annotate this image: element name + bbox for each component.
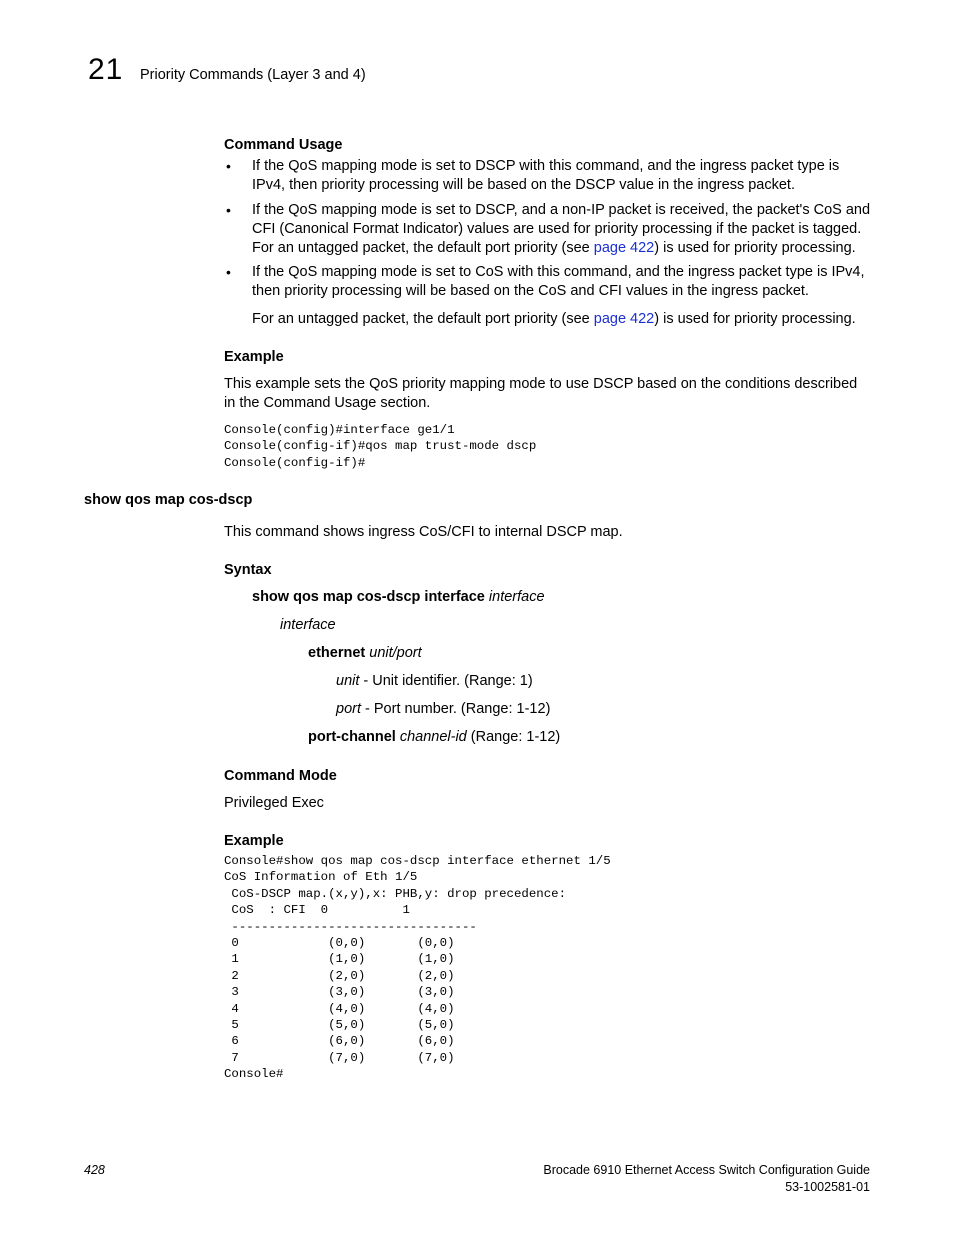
example-code-block: Console(config)#interface ge1/1 Console(config-if)#qos map trust-mode dscp Console(config-if)#	[224, 423, 537, 470]
document-id: 53-1002581-01	[785, 1180, 870, 1194]
command-description: This command shows ingress CoS/CFI to internal DSCP map.	[224, 524, 623, 540]
bullet-text: If the QoS mapping mode is set to DSCP with this command, and the ingress packet type is IPv4, then priority processing will be based on the DSCP value in the ingress packet.	[252, 158, 840, 193]
section-title: show qos map cos-dscp	[84, 492, 253, 508]
example-heading: Example	[224, 833, 284, 849]
param-interface-name: interface	[280, 617, 336, 633]
port-channel-description: (Range: 1-12)	[466, 729, 561, 745]
bullet-glyph: •	[226, 202, 231, 218]
syntax-command: show qos map cos-dscp interface	[252, 589, 485, 605]
command-usage-heading: Command Usage	[224, 137, 343, 153]
bullet-glyph: •	[226, 158, 231, 174]
example-heading: Example	[224, 349, 284, 365]
param-port-channel	[308, 728, 560, 747]
bullet-glyph: •	[226, 264, 231, 280]
bullet-item	[252, 263, 872, 301]
port-description: - Port number. (Range: 1-12)	[361, 701, 551, 717]
bullet-text-tail: ) is used for priority processing.	[654, 240, 856, 256]
param-unit	[336, 672, 533, 691]
port-argument: port	[336, 701, 361, 717]
param-interface	[280, 616, 336, 635]
command-mode-heading: Command Mode	[224, 768, 337, 784]
untagged-note	[252, 310, 872, 329]
param-ethernet	[308, 644, 422, 663]
syntax-line	[252, 588, 545, 607]
bullet-item	[252, 157, 872, 195]
page-link[interactable]: page 422	[593, 240, 655, 256]
chapter-number: 21	[88, 53, 124, 86]
bullet-item	[252, 201, 872, 258]
note-text-tail: ) is used for priority processing.	[654, 311, 856, 327]
example-code-block: Console#show qos map cos-dscp interface ethernet 1/5 CoS Information of Eth 1/5 CoS-DSCP map.(x,y),x: PHB,y: drop precedence: CoS : CFI 0 1 --------------------------------- 0 (0,0) (0,0) 1 (1,0) (1,0) 2 (2,0) (2,0) 3 (3,0) (3,0) 4 (4,0) (4,0) 5 (5,0) (5,0) 6 (6,0) (6,0) 7 (7,0) (7,0) Console#	[224, 854, 611, 1082]
bullet-text: If the QoS mapping mode is set to CoS with this command, and the ingress packet type is IPv4, then priority processing will be based on the CoS and CFI values in the ingress packet.	[252, 264, 865, 299]
syntax-argument: interface	[488, 589, 545, 605]
syntax-heading: Syntax	[224, 562, 272, 578]
example-description: This example sets the QoS priority mapping mode to use DSCP based on the conditions described in the Command Usage section.	[224, 376, 858, 411]
ethernet-keyword: ethernet	[308, 645, 366, 661]
page-link[interactable]: page 422	[593, 311, 655, 327]
unit-description: - Unit identifier. (Range: 1)	[359, 673, 533, 689]
command-mode-value: Privileged Exec	[224, 795, 324, 811]
port-channel-argument: channel-id	[399, 729, 467, 745]
ethernet-argument: unit/port	[369, 645, 422, 661]
param-port	[336, 700, 550, 719]
page-number: 428	[84, 1163, 105, 1177]
chapter-title: Priority Commands (Layer 3 and 4)	[140, 67, 366, 83]
port-channel-keyword: port-channel	[308, 729, 396, 745]
unit-argument: unit	[336, 673, 360, 689]
note-text: For an untagged packet, the default port priority (see	[252, 311, 594, 327]
bullet-text: If the QoS mapping mode is set to DSCP, and a non-IP packet is received, the packet's CoS and CFI (Canonical Format Indicator) values are used for priority processing if the packet is tagged. For an untagged packet, the default port priority (see	[252, 202, 871, 256]
document-title: Brocade 6910 Ethernet Access Switch Configuration Guide	[543, 1163, 870, 1177]
